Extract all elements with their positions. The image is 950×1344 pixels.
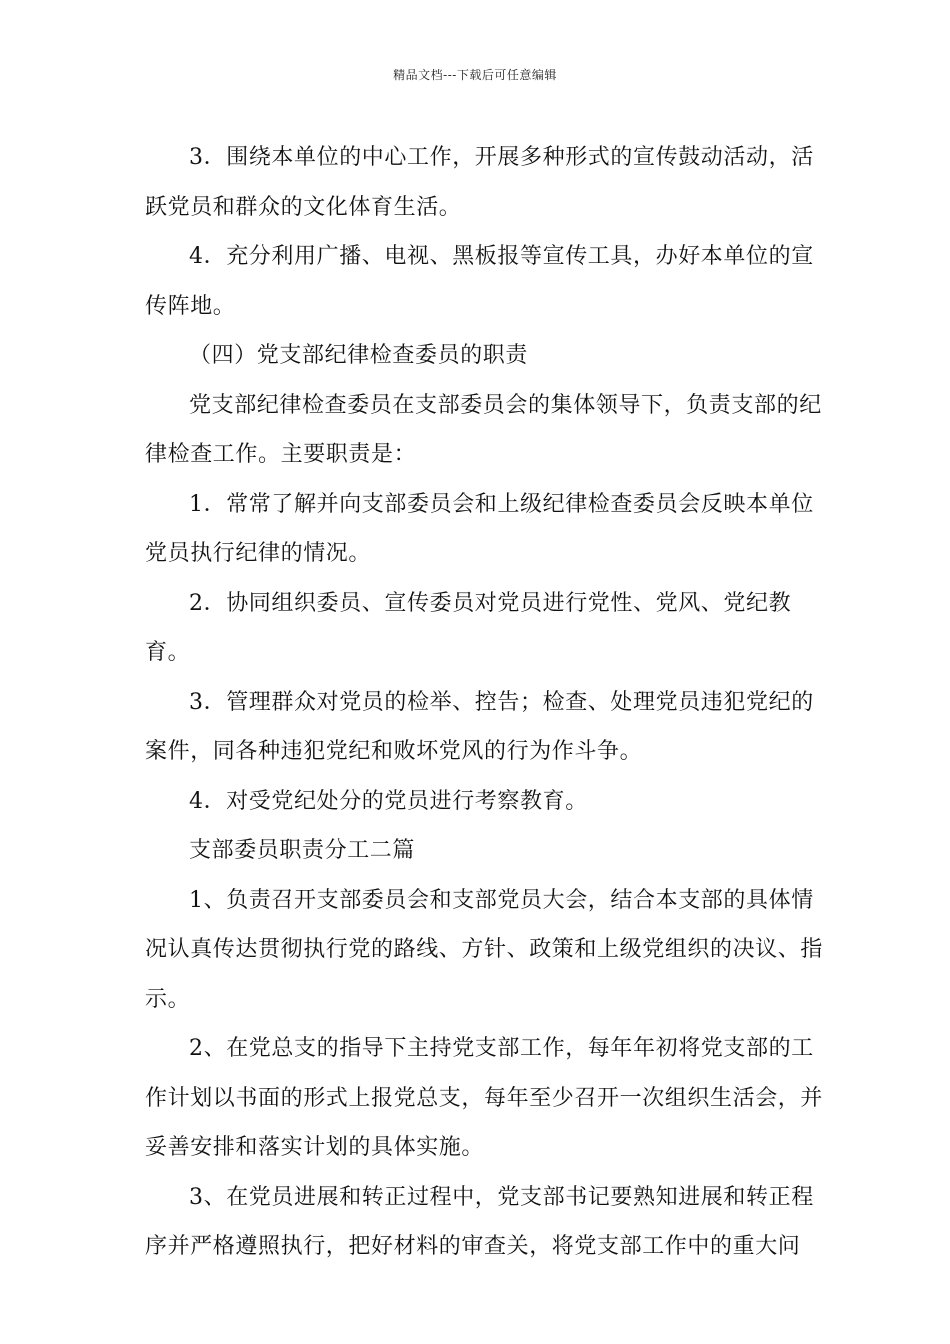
paragraph-duty-2: 2．协同组织委员、宣传委员对党员进行党性、党风、党纪教育。 [145, 590, 792, 665]
paragraph-item-3: 3．围绕本单位的中心工作，开展多种形式的宣传鼓动活动，活跃党员和群众的文化体育生活。 [145, 145, 814, 220]
paragraph-item-4: 4．充分利用广播、电视、黑板报等宣传工具，办好本单位的宣传阵地。 [145, 244, 814, 319]
paragraph-division-1: 1、负责召开支部委员会和支部党员大会，结合本支部的具体情况认真传达贯彻执行党的路线、方针、政策和上级党组织的决议、指示。 [145, 887, 824, 1012]
document-body [145, 133, 825, 1272]
paragraph-division-3: 3、在党员进展和转正过程中，党支部书记要熟知进展和转正程序并严格遵照执行，把好材料的审查关，将党支部工作中的重大问 [145, 1184, 814, 1259]
paragraph-duty-4: 4．对受党纪处分的党员进行考察教育。 [189, 788, 588, 814]
paragraph-duty-1: 1．常常了解并向支部委员会和上级纪律检查委员会反映本单位党员执行纪律的情况。 [145, 491, 814, 566]
paragraph-division-2: 2、在党总支的指导下主持党支部工作，每年年初将党支部的工作计划以书面的形式上报党总支，每年至少召开一次组织生活会，并妥善安排和落实计划的具体实施。 [145, 1036, 824, 1160]
paragraph-duty-3: 3．管理群众对党员的检举、控告；检查、处理党员违犯党纪的案件，同各种违犯党纪和败坏党风的行为作斗争。 [145, 689, 814, 764]
section-heading-discipline-inspector: （四）党支部纪律检查委员的职责 [189, 343, 529, 368]
paragraph-discipline-intro: 党支部纪律检查委员在支部委员会的集体领导下，负责支部的纪律检查工作。主要职责是： [145, 392, 822, 467]
page-header: 精品文档---下载后可任意编辑 [393, 68, 557, 82]
section-heading-division-of-duties: 支部委员职责分工二篇 [189, 838, 416, 863]
